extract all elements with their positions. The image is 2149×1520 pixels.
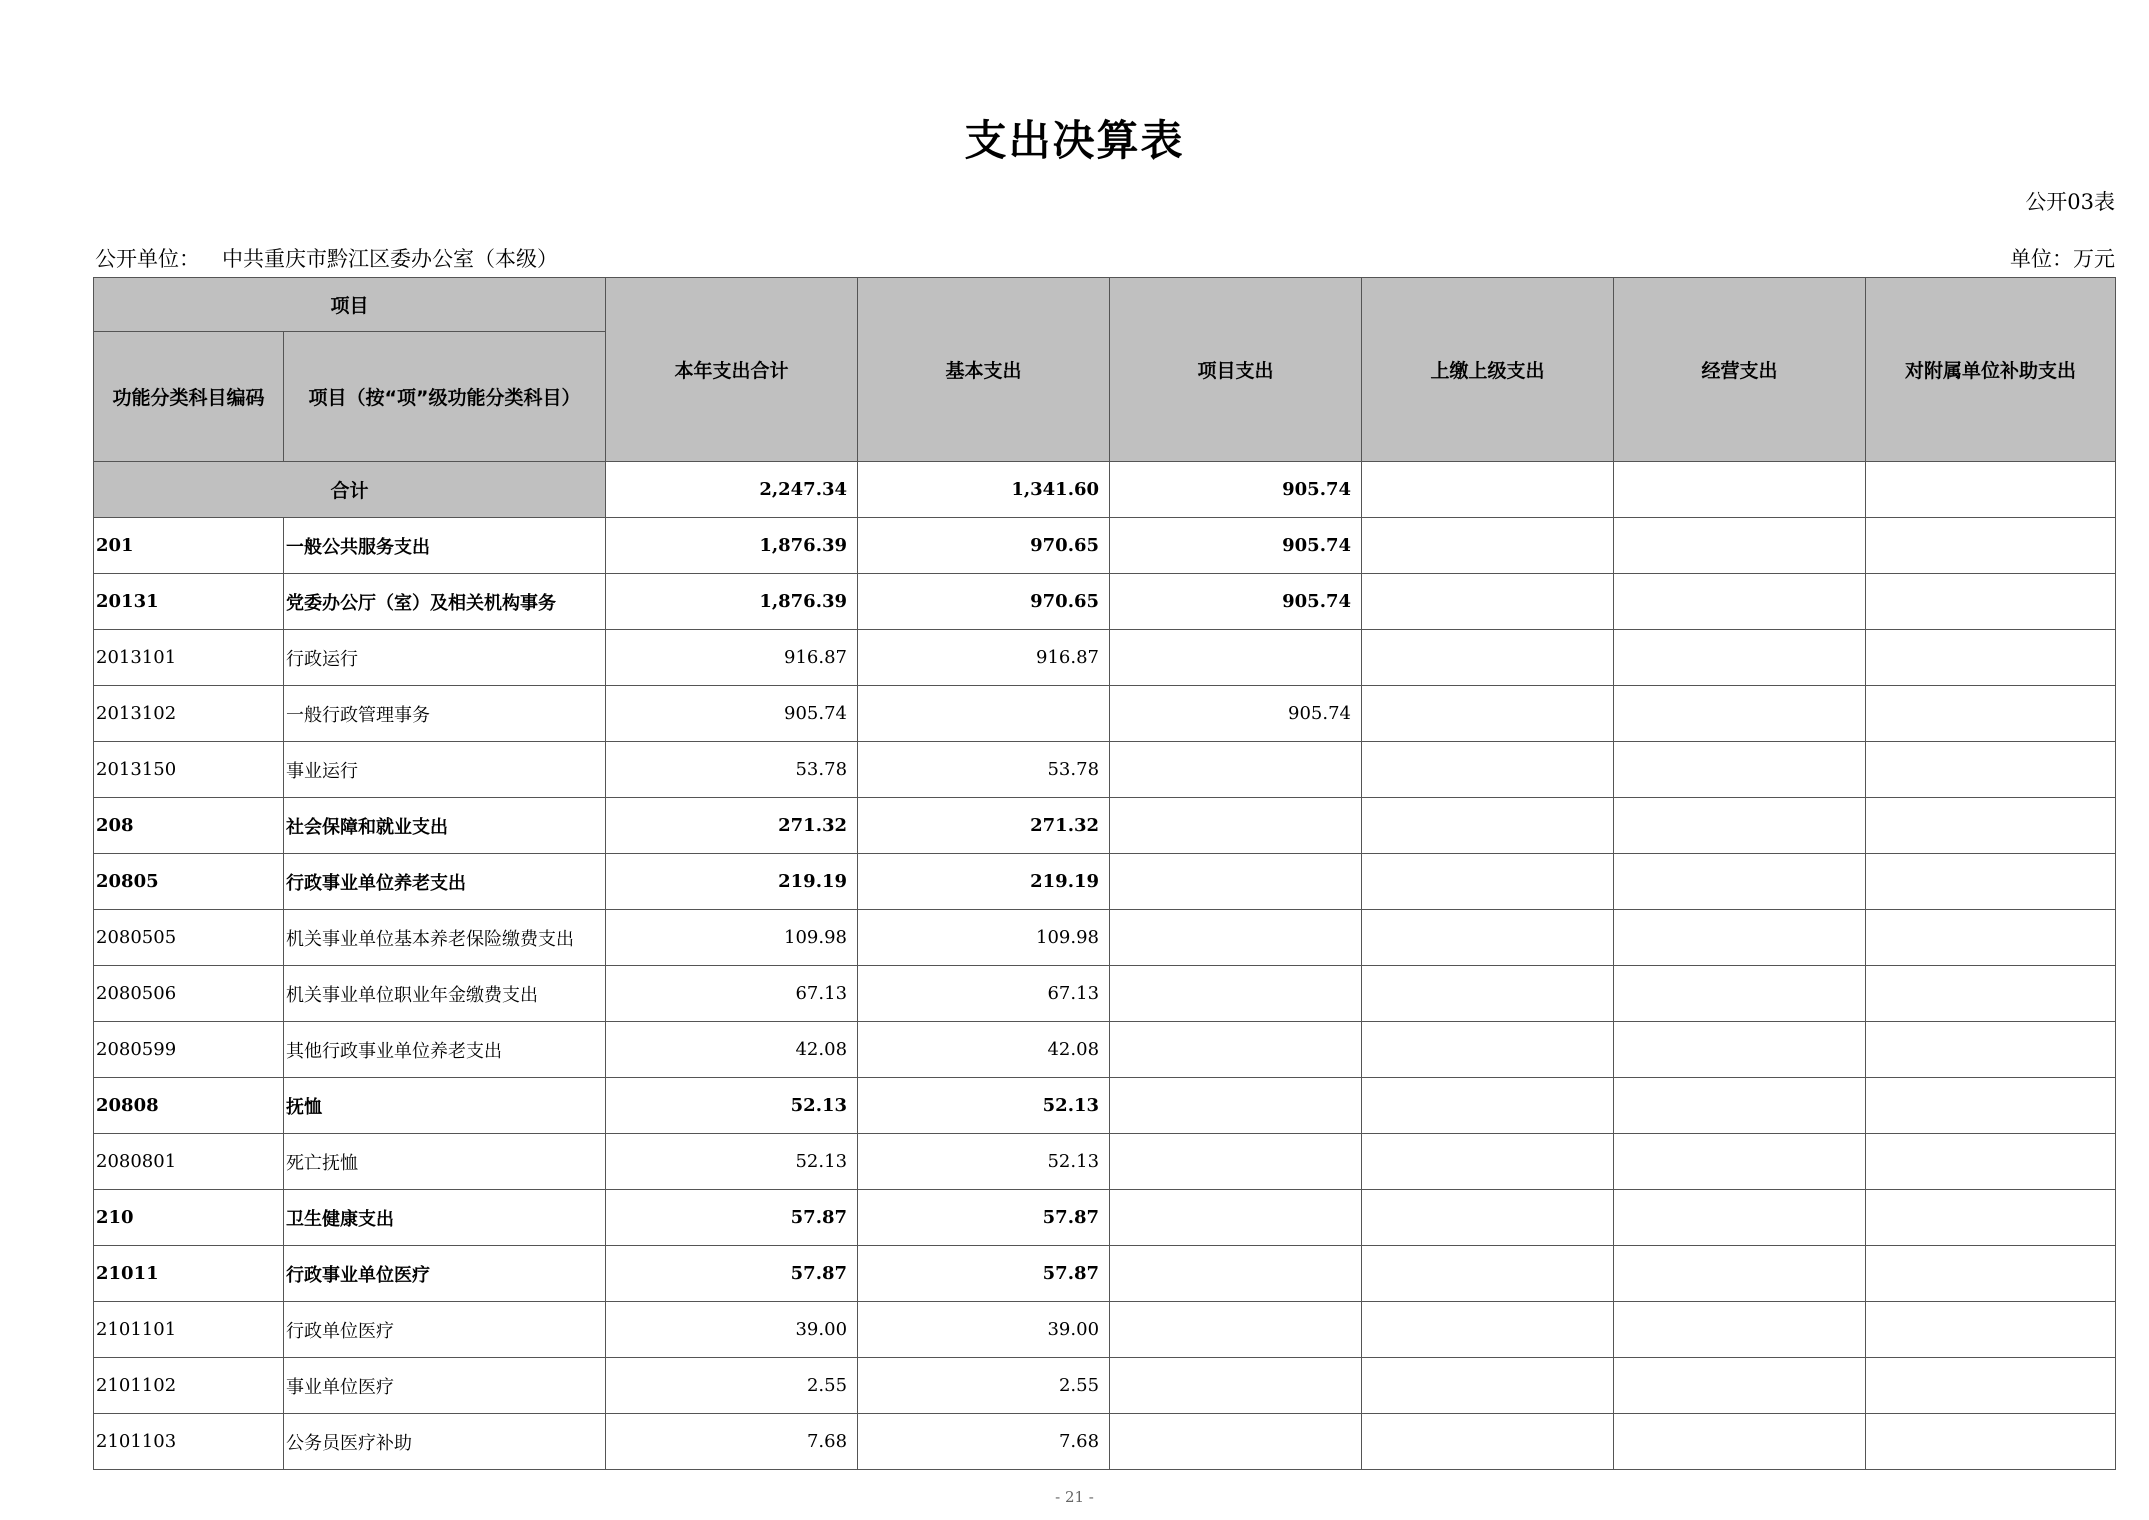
table-row — [94, 1190, 2116, 1246]
cell-project: 905.74 — [1110, 686, 1362, 742]
page-number: - 21 - — [1055, 1488, 1094, 1506]
table-row — [94, 742, 2116, 798]
header-item: 项目 — [94, 278, 606, 332]
table-row — [94, 518, 2116, 574]
cell-subsidy — [1866, 1134, 2116, 1190]
table-row — [94, 630, 2116, 686]
cell-code: 2013102 — [94, 686, 284, 742]
table-row — [94, 910, 2116, 966]
cell-upper — [1362, 910, 1614, 966]
cell-code: 2080599 — [94, 1022, 284, 1078]
cell-upper — [1362, 1190, 1614, 1246]
cell-subsidy — [1866, 1190, 2116, 1246]
header-basic: 基本支出 — [858, 278, 1110, 462]
expenditure-table — [93, 277, 2116, 1470]
cell-subsidy — [1866, 1358, 2116, 1414]
cell-basic: 39.00 — [858, 1302, 1110, 1358]
header-total: 本年支出合计 — [606, 278, 858, 462]
cell-total: 7.68 — [606, 1414, 858, 1470]
table-row — [94, 854, 2116, 910]
cell-total: 271.32 — [606, 798, 858, 854]
cell-project — [1110, 742, 1362, 798]
header-project: 项目支出 — [1110, 278, 1362, 462]
total-cell-upper — [1362, 462, 1614, 518]
header-code: 功能分类科目编码 — [94, 332, 284, 462]
cell-upper — [1362, 1302, 1614, 1358]
cell-subsidy — [1866, 1078, 2116, 1134]
cell-project — [1110, 1078, 1362, 1134]
cell-name: 事业单位医疗 — [284, 1358, 606, 1414]
cell-total: 52.13 — [606, 1078, 858, 1134]
cell-project — [1110, 1022, 1362, 1078]
cell-business — [1614, 1246, 1866, 1302]
header-subsidy: 对附属单位补助支出 — [1866, 278, 2116, 462]
cell-upper — [1362, 1078, 1614, 1134]
cell-basic: 970.65 — [858, 518, 1110, 574]
total-label: 合计 — [94, 462, 606, 518]
cell-upper — [1362, 1358, 1614, 1414]
cell-name: 机关事业单位基本养老保险缴费支出 — [284, 910, 606, 966]
cell-basic: 57.87 — [858, 1246, 1110, 1302]
cell-business — [1614, 966, 1866, 1022]
reporting-unit-label: 公开单位： — [95, 247, 200, 271]
cell-total: 1,876.39 — [606, 574, 858, 630]
cell-business — [1614, 854, 1866, 910]
cell-business — [1614, 1078, 1866, 1134]
cell-upper — [1362, 1134, 1614, 1190]
cell-subsidy — [1866, 1302, 2116, 1358]
table-row — [94, 574, 2116, 630]
cell-name: 死亡抚恤 — [284, 1134, 606, 1190]
cell-subsidy — [1866, 574, 2116, 630]
cell-project — [1110, 910, 1362, 966]
cell-business — [1614, 574, 1866, 630]
cell-project — [1110, 1302, 1362, 1358]
cell-name: 行政事业单位养老支出 — [284, 854, 606, 910]
cell-code: 210 — [94, 1190, 284, 1246]
header-upper: 上缴上级支出 — [1362, 278, 1614, 462]
cell-basic — [858, 686, 1110, 742]
cell-business — [1614, 742, 1866, 798]
cell-code: 21011 — [94, 1246, 284, 1302]
cell-business — [1614, 518, 1866, 574]
cell-code: 2101102 — [94, 1358, 284, 1414]
cell-business — [1614, 910, 1866, 966]
total-cell-basic: 1,341.60 — [858, 462, 1110, 518]
cell-upper — [1362, 966, 1614, 1022]
cell-code: 20805 — [94, 854, 284, 910]
cell-total: 905.74 — [606, 686, 858, 742]
cell-upper — [1362, 630, 1614, 686]
total-cell-subsidy — [1866, 462, 2116, 518]
cell-total: 39.00 — [606, 1302, 858, 1358]
cell-total: 42.08 — [606, 1022, 858, 1078]
cell-total: 67.13 — [606, 966, 858, 1022]
header-name: 项目（按“项”级功能分类科目） — [284, 332, 606, 462]
cell-total: 52.13 — [606, 1134, 858, 1190]
cell-basic: 970.65 — [858, 574, 1110, 630]
cell-business — [1614, 1358, 1866, 1414]
cell-subsidy — [1866, 1022, 2116, 1078]
total-cell-total: 2,247.34 — [606, 462, 858, 518]
cell-basic: 57.87 — [858, 1190, 1110, 1246]
page-title: 支出决算表 — [964, 116, 1185, 165]
cell-subsidy — [1866, 966, 2116, 1022]
cell-name: 行政单位医疗 — [284, 1302, 606, 1358]
cell-code: 2013101 — [94, 630, 284, 686]
cell-subsidy — [1866, 686, 2116, 742]
cell-total: 53.78 — [606, 742, 858, 798]
table-row — [94, 1246, 2116, 1302]
cell-subsidy — [1866, 1414, 2116, 1470]
cell-code: 2101101 — [94, 1302, 284, 1358]
cell-code: 2101103 — [94, 1414, 284, 1470]
cell-basic: 916.87 — [858, 630, 1110, 686]
cell-name: 事业运行 — [284, 742, 606, 798]
cell-upper — [1362, 1022, 1614, 1078]
total-cell-business — [1614, 462, 1866, 518]
cell-code: 2080505 — [94, 910, 284, 966]
table-row — [94, 798, 2116, 854]
cell-name: 一般公共服务支出 — [284, 518, 606, 574]
cell-upper — [1362, 574, 1614, 630]
cell-business — [1614, 1190, 1866, 1246]
cell-subsidy — [1866, 518, 2116, 574]
cell-subsidy — [1866, 630, 2116, 686]
form-number: 公开03表 — [2025, 190, 2115, 214]
cell-basic: 7.68 — [858, 1414, 1110, 1470]
cell-name: 社会保障和就业支出 — [284, 798, 606, 854]
table-row — [94, 1022, 2116, 1078]
cell-upper — [1362, 742, 1614, 798]
cell-project: 905.74 — [1110, 574, 1362, 630]
cell-business — [1614, 1414, 1866, 1470]
cell-project — [1110, 1414, 1362, 1470]
cell-subsidy — [1866, 910, 2116, 966]
cell-business — [1614, 630, 1866, 686]
currency-unit: 单位：万元 — [2010, 247, 2115, 271]
cell-code: 2080506 — [94, 966, 284, 1022]
total-cell-project: 905.74 — [1110, 462, 1362, 518]
cell-basic: 2.55 — [858, 1358, 1110, 1414]
cell-project — [1110, 1358, 1362, 1414]
cell-project — [1110, 1134, 1362, 1190]
cell-name: 党委办公厅（室）及相关机构事务 — [284, 574, 606, 630]
cell-basic: 67.13 — [858, 966, 1110, 1022]
header-business: 经营支出 — [1614, 278, 1866, 462]
cell-code: 2080801 — [94, 1134, 284, 1190]
cell-name: 抚恤 — [284, 1078, 606, 1134]
cell-subsidy — [1866, 1246, 2116, 1302]
table-row — [94, 1134, 2116, 1190]
cell-name: 行政事业单位医疗 — [284, 1246, 606, 1302]
cell-business — [1614, 1302, 1866, 1358]
cell-total: 219.19 — [606, 854, 858, 910]
cell-name: 卫生健康支出 — [284, 1190, 606, 1246]
cell-business — [1614, 1022, 1866, 1078]
cell-subsidy — [1866, 798, 2116, 854]
table-row — [94, 1078, 2116, 1134]
cell-basic: 219.19 — [858, 854, 1110, 910]
reporting-unit — [95, 243, 558, 273]
cell-business — [1614, 1134, 1866, 1190]
cell-business — [1614, 798, 1866, 854]
table-row — [94, 686, 2116, 742]
cell-name: 行政运行 — [284, 630, 606, 686]
table-row — [94, 1302, 2116, 1358]
cell-project — [1110, 1190, 1362, 1246]
cell-project — [1110, 630, 1362, 686]
cell-code: 201 — [94, 518, 284, 574]
cell-basic: 52.13 — [858, 1078, 1110, 1134]
cell-upper — [1362, 1414, 1614, 1470]
cell-upper — [1362, 1246, 1614, 1302]
cell-upper — [1362, 518, 1614, 574]
cell-upper — [1362, 854, 1614, 910]
cell-basic: 52.13 — [858, 1134, 1110, 1190]
cell-code: 20808 — [94, 1078, 284, 1134]
cell-upper — [1362, 686, 1614, 742]
cell-basic: 42.08 — [858, 1022, 1110, 1078]
cell-basic: 53.78 — [858, 742, 1110, 798]
cell-code: 208 — [94, 798, 284, 854]
cell-total: 109.98 — [606, 910, 858, 966]
cell-name: 机关事业单位职业年金缴费支出 — [284, 966, 606, 1022]
cell-total: 2.55 — [606, 1358, 858, 1414]
table-row — [94, 1414, 2116, 1470]
cell-code: 20131 — [94, 574, 284, 630]
total-row — [94, 462, 2116, 518]
cell-project — [1110, 1246, 1362, 1302]
cell-project: 905.74 — [1110, 518, 1362, 574]
cell-basic: 271.32 — [858, 798, 1110, 854]
table-row — [94, 1358, 2116, 1414]
cell-total: 1,876.39 — [606, 518, 858, 574]
cell-name: 其他行政事业单位养老支出 — [284, 1022, 606, 1078]
cell-total: 57.87 — [606, 1246, 858, 1302]
cell-code: 2013150 — [94, 742, 284, 798]
cell-name: 一般行政管理事务 — [284, 686, 606, 742]
cell-upper — [1362, 798, 1614, 854]
cell-subsidy — [1866, 742, 2116, 798]
cell-project — [1110, 798, 1362, 854]
cell-name: 公务员医疗补助 — [284, 1414, 606, 1470]
cell-project — [1110, 966, 1362, 1022]
cell-basic: 109.98 — [858, 910, 1110, 966]
cell-project — [1110, 854, 1362, 910]
cell-business — [1614, 686, 1866, 742]
table-row — [94, 966, 2116, 1022]
reporting-unit-name: 中共重庆市黔江区委办公室（本级） — [222, 247, 558, 271]
cell-total: 916.87 — [606, 630, 858, 686]
cell-subsidy — [1866, 854, 2116, 910]
cell-total: 57.87 — [606, 1190, 858, 1246]
